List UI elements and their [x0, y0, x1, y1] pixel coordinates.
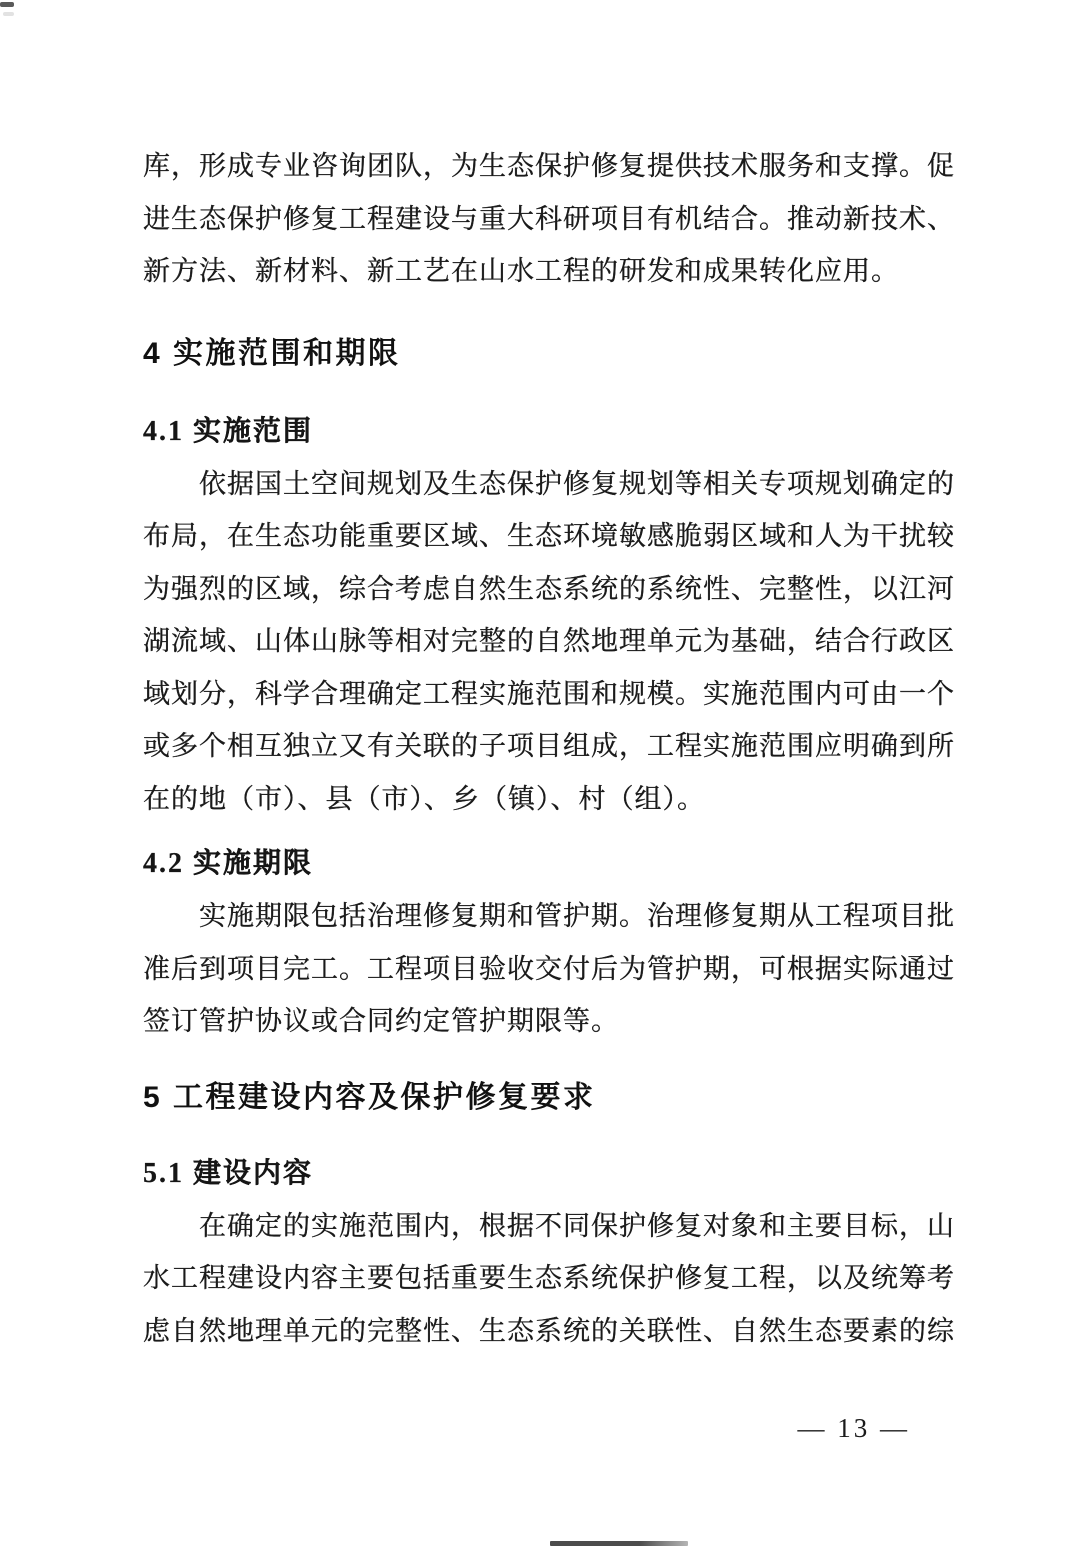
- section-5-1-heading: 5.1 建设内容: [143, 1157, 314, 1189]
- document-content: [143, 140, 955, 1357]
- scan-artifact-bottom-bar: [550, 1541, 688, 1546]
- paragraph-line: 实施期限包括治理修复期和管护期。治理修复期从工程项目批: [199, 901, 955, 931]
- page-number: — 13 —: [797, 1413, 910, 1443]
- paragraph-line: 域划分，科学合理确定工程实施范围和规模。实施范围内可由一个: [143, 678, 955, 709]
- paragraph-line: 新方法、新材料、新工艺在山水工程的研发和成果转化应用。: [143, 256, 899, 286]
- paragraph-line: 库，形成专业咨询团队，为生态保护修复提供技术服务和支撑。促: [143, 151, 955, 181]
- paragraph-line: 进生态保护修复工程建设与重大科研项目有机结合。推动新技术、: [143, 203, 955, 234]
- paragraph-line: 水工程建设内容主要包括重要生态系统保护修复工程，以及统筹考: [143, 1263, 955, 1293]
- paragraph-line: 为强烈的区域，综合考虑自然生态系统的系统性、完整性，以江河: [143, 573, 955, 604]
- section-4-1-heading: 4.1 实施范围: [143, 415, 314, 447]
- paragraph-line: 湖流域、山体山脉等相对完整的自然地理单元为基础，结合行政区: [143, 626, 955, 656]
- paragraph-line: 在确定的实施范围内，根据不同保护修复对象和主要目标，山: [199, 1210, 955, 1241]
- paragraph-line: 在的地（市）、县（市）、乡（镇）、村（组）。: [143, 783, 705, 814]
- section-4-2-paragraph: [143, 890, 955, 1048]
- section-4-1-paragraph: [143, 458, 955, 826]
- scan-artifact-top-left: [0, 2, 14, 7]
- paragraph-line: 依据国土空间规划及生态保护修复规划等相关专项规划确定的: [199, 468, 955, 499]
- paragraph-line: 签订管护协议或合同约定管护期限等。: [143, 1006, 619, 1036]
- section-5-heading: 5 工程建设内容及保护修复要求: [143, 1080, 596, 1114]
- section-4-2-heading: 4.2 实施期限: [143, 848, 314, 879]
- section-4-heading: 4 实施范围和期限: [143, 336, 401, 370]
- paragraph-line: 虑自然地理单元的完整性、生态系统的关联性、自然生态要素的综: [143, 1315, 955, 1346]
- intro-paragraph: [143, 140, 955, 298]
- scan-artifact-top-left-dot: [3, 12, 14, 16]
- section-5-1-paragraph: [143, 1200, 955, 1358]
- paragraph-line: 或多个相互独立又有关联的子项目组成，工程实施范围应明确到所: [143, 731, 955, 761]
- paragraph-line: 准后到项目完工。工程项目验收交付后为管护期，可根据实际通过: [143, 953, 955, 984]
- paragraph-line: 布局，在生态功能重要区域、生态环境敏感脆弱区域和人为干扰较: [143, 521, 955, 551]
